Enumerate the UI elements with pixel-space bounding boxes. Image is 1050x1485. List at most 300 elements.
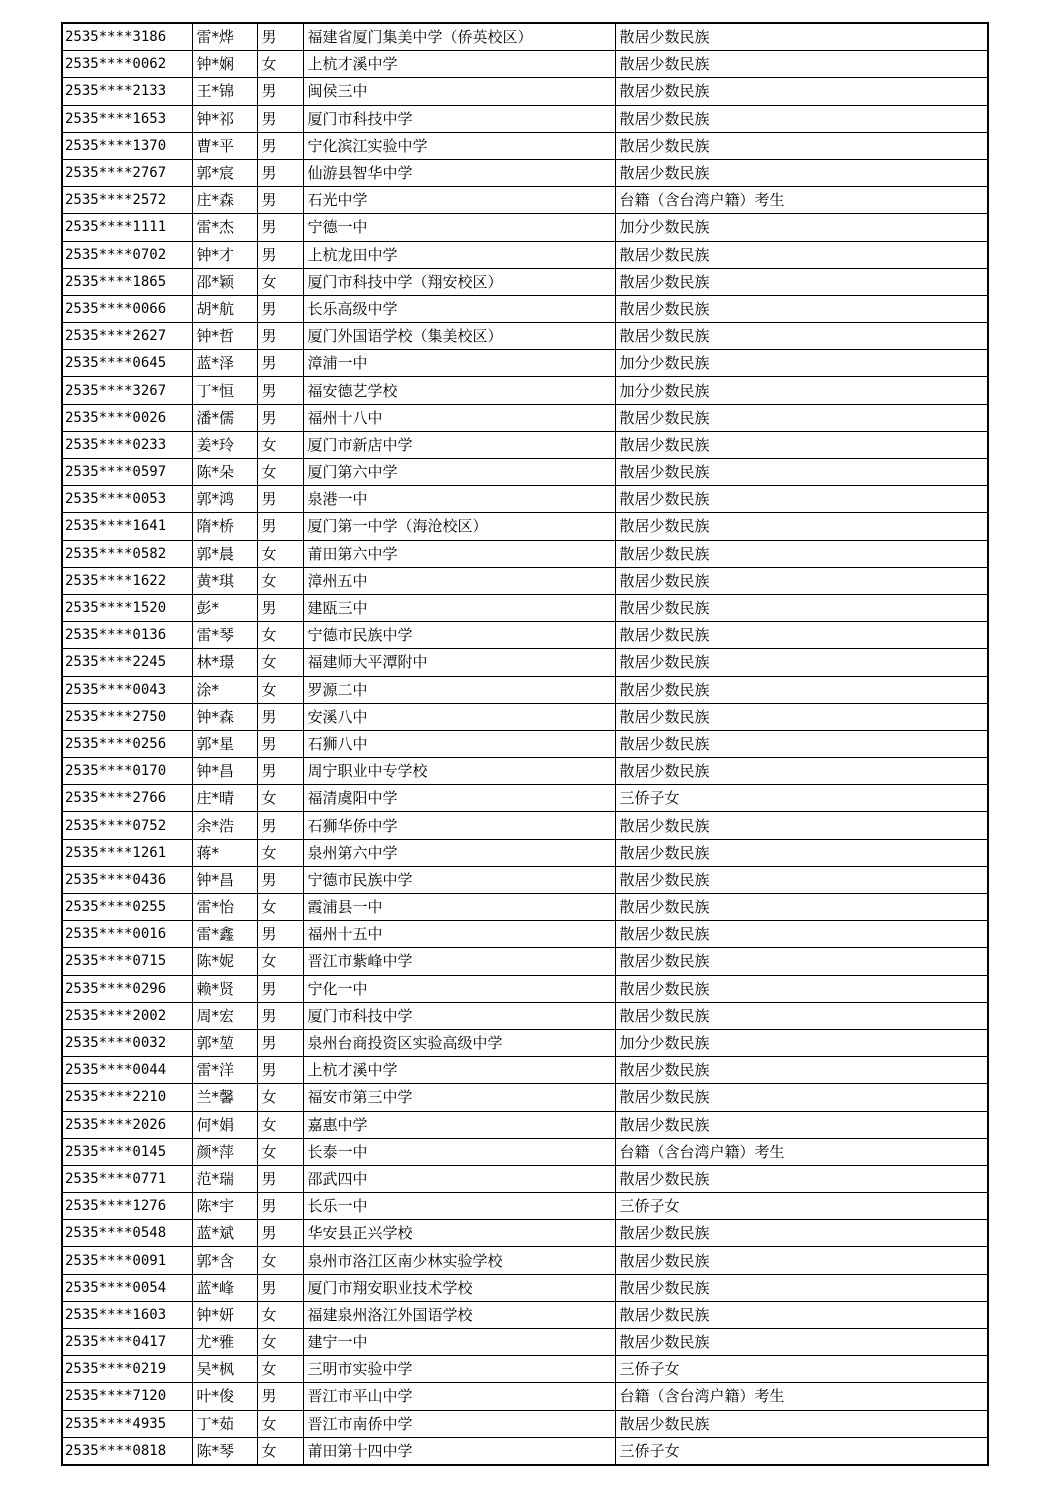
candidate-school-cell: 莆田第六中学 bbox=[303, 540, 615, 567]
candidate-category-cell: 三侨子女 bbox=[615, 1193, 988, 1220]
table-row bbox=[62, 295, 988, 322]
candidate-name-cell: 王*锦 bbox=[192, 78, 257, 105]
candidate-category-cell: 台籍（含台湾户籍）考生 bbox=[615, 1383, 988, 1410]
candidate-category-cell: 散居少数民族 bbox=[615, 78, 988, 105]
candidate-school-cell: 罗源二中 bbox=[303, 676, 615, 703]
candidate-id-cell: 2535****2572 bbox=[62, 187, 192, 214]
candidate-sex-cell: 男 bbox=[257, 350, 303, 377]
candidate-school-cell: 邵武四中 bbox=[303, 1165, 615, 1192]
candidate-name-cell: 周*宏 bbox=[192, 1002, 257, 1029]
candidate-id-cell: 2535****0062 bbox=[62, 51, 192, 78]
candidate-sex-cell: 女 bbox=[257, 948, 303, 975]
candidate-name-cell: 陈*琴 bbox=[192, 1437, 257, 1465]
candidate-name-cell: 黄*琪 bbox=[192, 567, 257, 594]
candidate-name-cell: 颜*萍 bbox=[192, 1138, 257, 1165]
candidate-category-cell: 台籍（含台湾户籍）考生 bbox=[615, 187, 988, 214]
candidate-id-cell: 2535****0818 bbox=[62, 1437, 192, 1465]
candidate-school-cell: 漳州五中 bbox=[303, 567, 615, 594]
table-row bbox=[62, 649, 988, 676]
candidate-sex-cell: 女 bbox=[257, 1356, 303, 1383]
candidate-category-cell: 散居少数民族 bbox=[615, 567, 988, 594]
table-row bbox=[62, 1220, 988, 1247]
candidate-sex-cell: 女 bbox=[257, 431, 303, 458]
candidate-name-cell: 彭* bbox=[192, 594, 257, 621]
candidate-id-cell: 2535****0219 bbox=[62, 1356, 192, 1383]
candidate-id-cell: 2535****2766 bbox=[62, 785, 192, 812]
candidate-name-cell: 曹*平 bbox=[192, 132, 257, 159]
table-row bbox=[62, 1247, 988, 1274]
candidate-name-cell: 陈*妮 bbox=[192, 948, 257, 975]
candidate-id-cell: 2535****1276 bbox=[62, 1193, 192, 1220]
candidate-category-cell: 散居少数民族 bbox=[615, 513, 988, 540]
candidate-id-cell: 2535****0256 bbox=[62, 730, 192, 757]
candidate-name-cell: 何*娟 bbox=[192, 1111, 257, 1138]
table-row bbox=[62, 268, 988, 295]
candidate-sex-cell: 男 bbox=[257, 975, 303, 1002]
table-row bbox=[62, 431, 988, 458]
candidate-id-cell: 2535****1370 bbox=[62, 132, 192, 159]
candidate-sex-cell: 男 bbox=[257, 1383, 303, 1410]
candidate-name-cell: 庄*森 bbox=[192, 187, 257, 214]
candidate-sex-cell: 女 bbox=[257, 540, 303, 567]
table-row bbox=[62, 866, 988, 893]
candidate-category-cell: 散居少数民族 bbox=[615, 676, 988, 703]
candidate-id-cell: 2535****2026 bbox=[62, 1111, 192, 1138]
candidate-sex-cell: 女 bbox=[257, 1437, 303, 1465]
table-row bbox=[62, 486, 988, 513]
candidate-category-cell: 散居少数民族 bbox=[615, 241, 988, 268]
table-row bbox=[62, 1356, 988, 1383]
table-row bbox=[62, 1329, 988, 1356]
candidate-category-cell: 散居少数民族 bbox=[615, 1329, 988, 1356]
candidate-sex-cell: 男 bbox=[257, 23, 303, 51]
candidate-sex-cell: 男 bbox=[257, 758, 303, 785]
table-row bbox=[62, 78, 988, 105]
candidate-name-cell: 隋*桥 bbox=[192, 513, 257, 540]
candidate-school-cell: 安溪八中 bbox=[303, 703, 615, 730]
candidate-name-cell: 赖*贤 bbox=[192, 975, 257, 1002]
candidate-category-cell: 散居少数民族 bbox=[615, 948, 988, 975]
candidate-name-cell: 邵*颖 bbox=[192, 268, 257, 295]
candidate-school-cell: 石狮八中 bbox=[303, 730, 615, 757]
candidate-school-cell: 厦门市科技中学 bbox=[303, 105, 615, 132]
candidate-school-cell: 宁德市民族中学 bbox=[303, 866, 615, 893]
candidate-category-cell: 散居少数民族 bbox=[615, 1247, 988, 1274]
candidate-category-cell: 台籍（含台湾户籍）考生 bbox=[615, 1138, 988, 1165]
candidate-category-cell: 散居少数民族 bbox=[615, 730, 988, 757]
table-row bbox=[62, 1410, 988, 1437]
candidate-name-cell: 郭*宸 bbox=[192, 159, 257, 186]
candidate-category-cell: 散居少数民族 bbox=[615, 975, 988, 1002]
candidate-id-cell: 2535****2133 bbox=[62, 78, 192, 105]
candidate-sex-cell: 男 bbox=[257, 1220, 303, 1247]
candidate-sex-cell: 男 bbox=[257, 214, 303, 241]
table-row bbox=[62, 1301, 988, 1328]
candidate-id-cell: 2535****1641 bbox=[62, 513, 192, 540]
candidate-sex-cell: 男 bbox=[257, 78, 303, 105]
candidate-id-cell: 2535****4935 bbox=[62, 1410, 192, 1437]
candidate-school-cell: 厦门第六中学 bbox=[303, 459, 615, 486]
candidate-category-cell: 散居少数民族 bbox=[615, 1057, 988, 1084]
candidate-id-cell: 2535****0233 bbox=[62, 431, 192, 458]
candidate-sex-cell: 男 bbox=[257, 1002, 303, 1029]
candidate-name-cell: 雷*杰 bbox=[192, 214, 257, 241]
candidate-name-cell: 姜*玲 bbox=[192, 431, 257, 458]
candidate-school-cell: 厦门第一中学（海沧校区） bbox=[303, 513, 615, 540]
table-row bbox=[62, 513, 988, 540]
candidate-id-cell: 2535****7120 bbox=[62, 1383, 192, 1410]
candidate-sex-cell: 男 bbox=[257, 812, 303, 839]
candidate-category-cell: 散居少数民族 bbox=[615, 159, 988, 186]
candidate-name-cell: 蓝*泽 bbox=[192, 350, 257, 377]
candidate-id-cell: 2535****1520 bbox=[62, 594, 192, 621]
candidate-id-cell: 2535****0548 bbox=[62, 1220, 192, 1247]
candidate-name-cell: 郭*堃 bbox=[192, 1029, 257, 1056]
candidate-table-body bbox=[62, 23, 988, 1465]
candidate-name-cell: 庄*晴 bbox=[192, 785, 257, 812]
table-row bbox=[62, 159, 988, 186]
candidate-sex-cell: 男 bbox=[257, 921, 303, 948]
candidate-category-cell: 散居少数民族 bbox=[615, 540, 988, 567]
candidate-category-cell: 散居少数民族 bbox=[615, 105, 988, 132]
candidate-id-cell: 2535****0715 bbox=[62, 948, 192, 975]
candidate-name-cell: 钟*娴 bbox=[192, 51, 257, 78]
candidate-sex-cell: 男 bbox=[257, 159, 303, 186]
candidate-school-cell: 周宁职业中专学校 bbox=[303, 758, 615, 785]
table-row bbox=[62, 703, 988, 730]
candidate-sex-cell: 女 bbox=[257, 839, 303, 866]
candidate-id-cell: 2535****0436 bbox=[62, 866, 192, 893]
candidate-id-cell: 2535****0296 bbox=[62, 975, 192, 1002]
candidate-sex-cell: 女 bbox=[257, 51, 303, 78]
candidate-school-cell: 上杭龙田中学 bbox=[303, 241, 615, 268]
candidate-school-cell: 三明市实验中学 bbox=[303, 1356, 615, 1383]
table-row bbox=[62, 975, 988, 1002]
candidate-category-cell: 散居少数民族 bbox=[615, 1084, 988, 1111]
table-row bbox=[62, 105, 988, 132]
candidate-id-cell: 2535****0170 bbox=[62, 758, 192, 785]
candidate-id-cell: 2535****0582 bbox=[62, 540, 192, 567]
candidate-school-cell: 福建泉州洛江外国语学校 bbox=[303, 1301, 615, 1328]
candidate-category-cell: 散居少数民族 bbox=[615, 1220, 988, 1247]
table-row bbox=[62, 404, 988, 431]
candidate-sex-cell: 男 bbox=[257, 513, 303, 540]
candidate-sex-cell: 男 bbox=[257, 594, 303, 621]
candidate-id-cell: 2535****0091 bbox=[62, 1247, 192, 1274]
candidate-school-cell: 晋江市紫峰中学 bbox=[303, 948, 615, 975]
candidate-sex-cell: 男 bbox=[257, 241, 303, 268]
table-row bbox=[62, 214, 988, 241]
candidate-category-cell: 加分少数民族 bbox=[615, 350, 988, 377]
candidate-category-cell: 散居少数民族 bbox=[615, 921, 988, 948]
candidate-name-cell: 郭*含 bbox=[192, 1247, 257, 1274]
candidate-category-cell: 散居少数民族 bbox=[615, 132, 988, 159]
candidate-school-cell: 长乐一中 bbox=[303, 1193, 615, 1220]
candidate-school-cell: 漳浦一中 bbox=[303, 350, 615, 377]
candidate-name-cell: 陈*朵 bbox=[192, 459, 257, 486]
candidate-school-cell: 长乐高级中学 bbox=[303, 295, 615, 322]
candidate-id-cell: 2535****3267 bbox=[62, 377, 192, 404]
candidate-id-cell: 2535****2627 bbox=[62, 323, 192, 350]
table-row bbox=[62, 948, 988, 975]
candidate-id-cell: 2535****2210 bbox=[62, 1084, 192, 1111]
candidate-table bbox=[61, 22, 989, 1466]
candidate-school-cell: 长泰一中 bbox=[303, 1138, 615, 1165]
candidate-school-cell: 霞浦县一中 bbox=[303, 894, 615, 921]
candidate-sex-cell: 男 bbox=[257, 105, 303, 132]
candidate-name-cell: 郭*鸿 bbox=[192, 486, 257, 513]
table-row bbox=[62, 323, 988, 350]
candidate-school-cell: 厦门外国语学校（集美校区） bbox=[303, 323, 615, 350]
candidate-sex-cell: 男 bbox=[257, 323, 303, 350]
table-row bbox=[62, 758, 988, 785]
candidate-school-cell: 上杭才溪中学 bbox=[303, 1057, 615, 1084]
candidate-sex-cell: 女 bbox=[257, 1329, 303, 1356]
candidate-school-cell: 晋江市平山中学 bbox=[303, 1383, 615, 1410]
candidate-name-cell: 钟*哲 bbox=[192, 323, 257, 350]
table-row bbox=[62, 1057, 988, 1084]
candidate-category-cell: 散居少数民族 bbox=[615, 23, 988, 51]
candidate-name-cell: 丁*茹 bbox=[192, 1410, 257, 1437]
table-row bbox=[62, 1111, 988, 1138]
table-row bbox=[62, 187, 988, 214]
candidate-school-cell: 闽侯三中 bbox=[303, 78, 615, 105]
table-row bbox=[62, 1138, 988, 1165]
table-row bbox=[62, 23, 988, 51]
table-row bbox=[62, 812, 988, 839]
candidate-sex-cell: 男 bbox=[257, 1193, 303, 1220]
candidate-sex-cell: 男 bbox=[257, 1165, 303, 1192]
candidate-sex-cell: 男 bbox=[257, 1274, 303, 1301]
candidate-school-cell: 福清虞阳中学 bbox=[303, 785, 615, 812]
candidate-name-cell: 钟*昌 bbox=[192, 866, 257, 893]
candidate-name-cell: 蓝*斌 bbox=[192, 1220, 257, 1247]
candidate-category-cell: 散居少数民族 bbox=[615, 894, 988, 921]
candidate-id-cell: 2535****1622 bbox=[62, 567, 192, 594]
table-row bbox=[62, 1002, 988, 1029]
candidate-sex-cell: 女 bbox=[257, 1084, 303, 1111]
candidate-category-cell: 三侨子女 bbox=[615, 785, 988, 812]
candidate-category-cell: 散居少数民族 bbox=[615, 295, 988, 322]
candidate-school-cell: 厦门市翔安职业技术学校 bbox=[303, 1274, 615, 1301]
candidate-name-cell: 钟*祁 bbox=[192, 105, 257, 132]
table-row bbox=[62, 1383, 988, 1410]
candidate-name-cell: 雷*琴 bbox=[192, 622, 257, 649]
candidate-category-cell: 散居少数民族 bbox=[615, 758, 988, 785]
candidate-school-cell: 泉州市洛江区南少林实验学校 bbox=[303, 1247, 615, 1274]
candidate-category-cell: 散居少数民族 bbox=[615, 703, 988, 730]
candidate-id-cell: 2535****1865 bbox=[62, 268, 192, 295]
candidate-school-cell: 宁德市民族中学 bbox=[303, 622, 615, 649]
candidate-sex-cell: 男 bbox=[257, 703, 303, 730]
candidate-name-cell: 蓝*峰 bbox=[192, 1274, 257, 1301]
candidate-sex-cell: 女 bbox=[257, 1111, 303, 1138]
candidate-id-cell: 2535****0255 bbox=[62, 894, 192, 921]
candidate-category-cell: 散居少数民族 bbox=[615, 594, 988, 621]
candidate-category-cell: 散居少数民族 bbox=[615, 404, 988, 431]
candidate-name-cell: 涂* bbox=[192, 676, 257, 703]
candidate-id-cell: 2535****0417 bbox=[62, 1329, 192, 1356]
candidate-category-cell: 散居少数民族 bbox=[615, 622, 988, 649]
candidate-name-cell: 钟*森 bbox=[192, 703, 257, 730]
candidate-school-cell: 福安德艺学校 bbox=[303, 377, 615, 404]
candidate-name-cell: 雷*洋 bbox=[192, 1057, 257, 1084]
candidate-sex-cell: 女 bbox=[257, 1301, 303, 1328]
candidate-category-cell: 三侨子女 bbox=[615, 1437, 988, 1465]
candidate-school-cell: 华安县正兴学校 bbox=[303, 1220, 615, 1247]
candidate-category-cell: 加分少数民族 bbox=[615, 214, 988, 241]
candidate-name-cell: 尤*雅 bbox=[192, 1329, 257, 1356]
candidate-category-cell: 散居少数民族 bbox=[615, 1274, 988, 1301]
candidate-category-cell: 散居少数民族 bbox=[615, 1002, 988, 1029]
table-row bbox=[62, 1084, 988, 1111]
candidate-category-cell: 散居少数民族 bbox=[615, 1111, 988, 1138]
candidate-category-cell: 散居少数民族 bbox=[615, 1301, 988, 1328]
candidate-name-cell: 雷*鑫 bbox=[192, 921, 257, 948]
candidate-name-cell: 郭*星 bbox=[192, 730, 257, 757]
candidate-school-cell: 厦门市新店中学 bbox=[303, 431, 615, 458]
candidate-id-cell: 2535****0702 bbox=[62, 241, 192, 268]
candidate-name-cell: 胡*航 bbox=[192, 295, 257, 322]
candidate-name-cell: 钟*昌 bbox=[192, 758, 257, 785]
candidate-sex-cell: 男 bbox=[257, 295, 303, 322]
candidate-category-cell: 三侨子女 bbox=[615, 1356, 988, 1383]
table-row bbox=[62, 459, 988, 486]
candidate-school-cell: 仙游县智华中学 bbox=[303, 159, 615, 186]
table-row bbox=[62, 594, 988, 621]
table-row bbox=[62, 540, 988, 567]
candidate-school-cell: 厦门市科技中学 bbox=[303, 1002, 615, 1029]
candidate-name-cell: 钟*妍 bbox=[192, 1301, 257, 1328]
table-row bbox=[62, 1437, 988, 1465]
candidate-sex-cell: 女 bbox=[257, 785, 303, 812]
table-row bbox=[62, 1193, 988, 1220]
candidate-name-cell: 吴*枫 bbox=[192, 1356, 257, 1383]
candidate-school-cell: 建宁一中 bbox=[303, 1329, 615, 1356]
candidate-id-cell: 2535****0645 bbox=[62, 350, 192, 377]
candidate-name-cell: 蒋* bbox=[192, 839, 257, 866]
candidate-name-cell: 潘*儒 bbox=[192, 404, 257, 431]
candidate-school-cell: 莆田第十四中学 bbox=[303, 1437, 615, 1465]
candidate-school-cell: 宁德一中 bbox=[303, 214, 615, 241]
candidate-id-cell: 2535****1111 bbox=[62, 214, 192, 241]
candidate-name-cell: 林*璟 bbox=[192, 649, 257, 676]
candidate-school-cell: 石光中学 bbox=[303, 187, 615, 214]
candidate-sex-cell: 女 bbox=[257, 1138, 303, 1165]
candidate-sex-cell: 女 bbox=[257, 268, 303, 295]
candidate-school-cell: 嘉惠中学 bbox=[303, 1111, 615, 1138]
candidate-id-cell: 2535****0044 bbox=[62, 1057, 192, 1084]
candidate-id-cell: 2535****2245 bbox=[62, 649, 192, 676]
table-row bbox=[62, 839, 988, 866]
candidate-id-cell: 2535****2767 bbox=[62, 159, 192, 186]
table-row bbox=[62, 1165, 988, 1192]
candidate-id-cell: 2535****1261 bbox=[62, 839, 192, 866]
candidate-sex-cell: 女 bbox=[257, 676, 303, 703]
candidate-school-cell: 石狮华侨中学 bbox=[303, 812, 615, 839]
candidate-category-cell: 散居少数民族 bbox=[615, 1165, 988, 1192]
table-row bbox=[62, 241, 988, 268]
candidate-school-cell: 福安市第三中学 bbox=[303, 1084, 615, 1111]
candidate-id-cell: 2535****0066 bbox=[62, 295, 192, 322]
candidate-category-cell: 散居少数民族 bbox=[615, 866, 988, 893]
candidate-id-cell: 2535****0054 bbox=[62, 1274, 192, 1301]
candidate-category-cell: 散居少数民族 bbox=[615, 459, 988, 486]
table-row bbox=[62, 1029, 988, 1056]
candidate-name-cell: 叶*俊 bbox=[192, 1383, 257, 1410]
candidate-id-cell: 2535****0032 bbox=[62, 1029, 192, 1056]
candidate-category-cell: 散居少数民族 bbox=[615, 431, 988, 458]
candidate-sex-cell: 男 bbox=[257, 1029, 303, 1056]
candidate-category-cell: 散居少数民族 bbox=[615, 268, 988, 295]
candidate-sex-cell: 女 bbox=[257, 1410, 303, 1437]
candidate-category-cell: 散居少数民族 bbox=[615, 323, 988, 350]
candidate-school-cell: 建瓯三中 bbox=[303, 594, 615, 621]
candidate-school-cell: 泉港一中 bbox=[303, 486, 615, 513]
candidate-school-cell: 泉州第六中学 bbox=[303, 839, 615, 866]
candidate-school-cell: 上杭才溪中学 bbox=[303, 51, 615, 78]
candidate-sex-cell: 男 bbox=[257, 1057, 303, 1084]
candidate-id-cell: 2535****2750 bbox=[62, 703, 192, 730]
candidate-school-cell: 宁化一中 bbox=[303, 975, 615, 1002]
candidate-school-cell: 福州十五中 bbox=[303, 921, 615, 948]
candidate-sex-cell: 女 bbox=[257, 1247, 303, 1274]
candidate-name-cell: 雷*怡 bbox=[192, 894, 257, 921]
candidate-school-cell: 厦门市科技中学（翔安校区） bbox=[303, 268, 615, 295]
candidate-school-cell: 福建省厦门集美中学（侨英校区） bbox=[303, 23, 615, 51]
table-row bbox=[62, 676, 988, 703]
candidate-sex-cell: 男 bbox=[257, 377, 303, 404]
table-row bbox=[62, 921, 988, 948]
candidate-sex-cell: 女 bbox=[257, 622, 303, 649]
candidate-id-cell: 2535****3186 bbox=[62, 23, 192, 51]
candidate-id-cell: 2535****2002 bbox=[62, 1002, 192, 1029]
table-row bbox=[62, 1274, 988, 1301]
candidate-id-cell: 2535****0597 bbox=[62, 459, 192, 486]
candidate-id-cell: 2535****1603 bbox=[62, 1301, 192, 1328]
candidate-name-cell: 丁*恒 bbox=[192, 377, 257, 404]
candidate-category-cell: 散居少数民族 bbox=[615, 486, 988, 513]
candidate-category-cell: 散居少数民族 bbox=[615, 649, 988, 676]
candidate-id-cell: 2535****0053 bbox=[62, 486, 192, 513]
candidate-id-cell: 2535****0043 bbox=[62, 676, 192, 703]
candidate-category-cell: 散居少数民族 bbox=[615, 51, 988, 78]
candidate-category-cell: 加分少数民族 bbox=[615, 1029, 988, 1056]
table-row bbox=[62, 51, 988, 78]
table-row bbox=[62, 132, 988, 159]
candidate-name-cell: 兰*馨 bbox=[192, 1084, 257, 1111]
candidate-school-cell: 福州十八中 bbox=[303, 404, 615, 431]
candidate-school-cell: 晋江市南侨中学 bbox=[303, 1410, 615, 1437]
table-row bbox=[62, 377, 988, 404]
candidate-sex-cell: 女 bbox=[257, 894, 303, 921]
table-row bbox=[62, 785, 988, 812]
candidate-name-cell: 郭*晨 bbox=[192, 540, 257, 567]
candidate-id-cell: 2535****1653 bbox=[62, 105, 192, 132]
candidate-name-cell: 钟*才 bbox=[192, 241, 257, 268]
candidate-id-cell: 2535****0136 bbox=[62, 622, 192, 649]
candidate-sex-cell: 男 bbox=[257, 730, 303, 757]
candidate-id-cell: 2535****0771 bbox=[62, 1165, 192, 1192]
candidate-category-cell: 散居少数民族 bbox=[615, 1410, 988, 1437]
candidate-id-cell: 2535****0026 bbox=[62, 404, 192, 431]
candidate-sex-cell: 男 bbox=[257, 404, 303, 431]
table-row bbox=[62, 730, 988, 757]
candidate-sex-cell: 女 bbox=[257, 567, 303, 594]
candidate-category-cell: 散居少数民族 bbox=[615, 812, 988, 839]
candidate-sex-cell: 女 bbox=[257, 649, 303, 676]
candidate-category-cell: 加分少数民族 bbox=[615, 377, 988, 404]
